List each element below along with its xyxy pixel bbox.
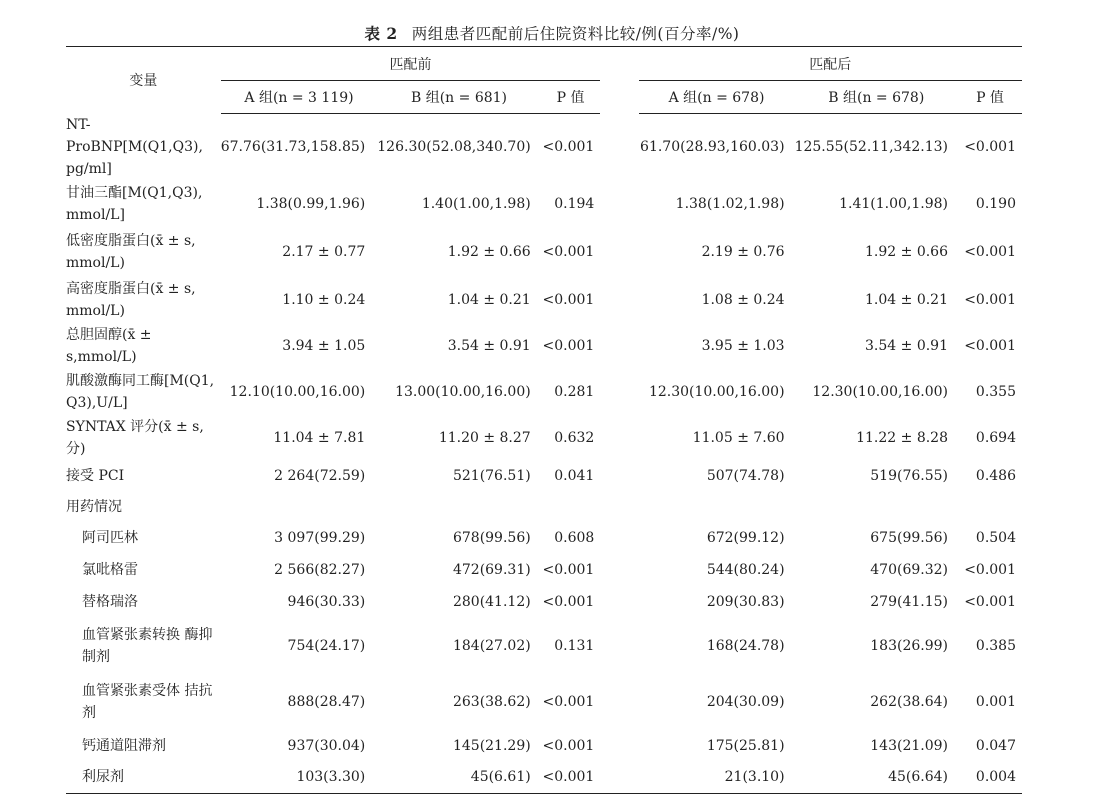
- p-after: [958, 492, 1022, 522]
- p-after: 0.004: [975, 769, 1016, 786]
- p-before: <0.001: [542, 737, 595, 754]
- p-after: 0.047: [975, 737, 1016, 754]
- p-before: 0.281: [554, 383, 595, 400]
- p-after: 0.486: [975, 467, 1016, 484]
- table-row: [66, 586, 1022, 618]
- p-after: 0.385: [975, 637, 1016, 654]
- header-col-b-after: B 组(n = 678): [795, 81, 958, 114]
- p-before: <0.001: [542, 693, 595, 710]
- value-a-after: 175(25.81): [706, 737, 785, 754]
- value-a-before: [221, 492, 378, 522]
- p-before: 0.632: [554, 429, 595, 446]
- value-a-before: 1.10 ± 0.24: [282, 291, 366, 308]
- value-a-after: 61.70(28.93,160.03): [640, 138, 785, 155]
- p-after: 0.355: [975, 383, 1016, 400]
- table-row: [66, 730, 1022, 762]
- value-b-before: 145(21.29): [452, 737, 531, 754]
- header-col-p-after: P 值: [958, 81, 1022, 114]
- value-b-after: 11.22 ± 8.28: [856, 429, 948, 446]
- p-before: 0.131: [554, 637, 595, 654]
- value-b-after: 1.41(1.00,1.98): [839, 195, 948, 212]
- p-after: 0.504: [975, 529, 1016, 546]
- table-row: [66, 324, 1022, 368]
- value-b-before: 1.40(1.00,1.98): [421, 195, 531, 212]
- row-label: 阿司匹林: [82, 529, 138, 546]
- value-b-after: 262(38.64): [870, 693, 948, 710]
- value-a-before: 67.76(31.73,158.85): [220, 138, 366, 155]
- p-after: <0.001: [964, 337, 1016, 354]
- header-before-match: 匹配前: [221, 47, 601, 81]
- value-a-before: 12.10(10.00,16.00): [229, 383, 366, 400]
- table-row: [66, 180, 1022, 228]
- value-b-after: 1.92 ± 0.66: [865, 243, 948, 260]
- row-label: 氯吡格雷: [82, 561, 138, 578]
- value-b-before: 126.30(52.08,340.70): [377, 138, 531, 155]
- table-row: [66, 674, 1022, 730]
- value-a-after: 672(99.12): [706, 529, 785, 546]
- p-before: <0.001: [542, 337, 595, 354]
- value-a-after: 168(24.78): [706, 637, 785, 654]
- row-label: 甘油三酯[M(Q1,Q3), mmol/L]: [66, 184, 203, 223]
- p-after: <0.001: [964, 593, 1016, 610]
- table-title: [0, 22, 1104, 44]
- row-label: 低密度脂蛋白(x̄ ± s, mmol/L): [66, 232, 196, 271]
- row-label: NT-ProBNP[M(Q1,Q3), pg/ml]: [66, 116, 203, 177]
- value-a-after: 21(3.10): [724, 769, 785, 786]
- table-row: [66, 228, 1022, 276]
- value-a-before: 2 264(72.59): [274, 467, 366, 484]
- table-row: [66, 618, 1022, 674]
- value-b-after: 12.30(10.00,16.00): [812, 383, 948, 400]
- p-before: 0.041: [554, 467, 595, 484]
- value-a-after: 507(74.78): [706, 467, 785, 484]
- p-after: 0.694: [975, 429, 1016, 446]
- p-before: <0.001: [542, 593, 595, 610]
- value-b-before: 11.20 ± 8.27: [438, 429, 531, 446]
- header-col-p-before: P 值: [541, 81, 601, 114]
- table-body: [66, 114, 1022, 794]
- p-before: <0.001: [542, 769, 595, 786]
- p-after: <0.001: [964, 138, 1016, 155]
- p-after: 0.001: [975, 693, 1016, 710]
- value-a-after: [639, 492, 795, 522]
- value-a-before: 937(30.04): [287, 737, 366, 754]
- value-b-before: 45(6.61): [470, 769, 531, 786]
- value-b-before: 3.54 ± 0.91: [447, 337, 531, 354]
- header-col-a-after: A 组(n = 678): [639, 81, 795, 114]
- value-b-after: 279(41.15): [870, 593, 948, 610]
- row-label: 钙通道阻滞剂: [82, 737, 166, 754]
- value-a-after: 3.95 ± 1.03: [701, 337, 785, 354]
- table-row: [66, 368, 1022, 416]
- value-b-before: 13.00(10.00,16.00): [395, 383, 531, 400]
- value-b-after: 183(26.99): [870, 637, 948, 654]
- value-a-after: 544(80.24): [706, 561, 785, 578]
- header-variable: 变量: [129, 73, 158, 90]
- value-a-after: 11.05 ± 7.60: [692, 429, 785, 446]
- header-col-b-before: B 组(n = 681): [377, 81, 540, 114]
- row-label: 高密度脂蛋白(x̄ ± s, mmol/L): [66, 280, 196, 319]
- row-label: 总胆固醇(x̄ ± s,mmol/L): [66, 326, 152, 365]
- p-after: 0.190: [975, 195, 1016, 212]
- value-b-after: 143(21.09): [870, 737, 948, 754]
- header-row-groups: [66, 47, 1022, 81]
- value-b-before: 521(76.51): [452, 467, 531, 484]
- table-row: [66, 416, 1022, 460]
- value-a-before: 754(24.17): [287, 637, 366, 654]
- row-label: SYNTAX 评分(x̄ ± s,分): [66, 418, 204, 457]
- value-b-after: 45(6.64): [888, 769, 948, 786]
- value-a-before: 2.17 ± 0.77: [282, 243, 366, 260]
- value-a-after: 1.38(1.02,1.98): [675, 195, 785, 212]
- row-label: 肌酸激酶同工酶[M(Q1, Q3),U/L]: [66, 372, 215, 411]
- value-b-before: 263(38.62): [452, 693, 531, 710]
- value-a-after: 12.30(10.00,16.00): [648, 383, 785, 400]
- p-before: <0.001: [542, 291, 595, 308]
- table-number: 表 2: [364, 24, 398, 43]
- value-b-before: 678(99.56): [452, 529, 531, 546]
- value-a-after: 1.08 ± 0.24: [701, 291, 785, 308]
- table-row: [66, 522, 1022, 554]
- p-before: <0.001: [542, 243, 595, 260]
- value-a-before: 3 097(99.29): [274, 529, 366, 546]
- value-a-before: 11.04 ± 7.81: [273, 429, 366, 446]
- p-before: <0.001: [542, 561, 595, 578]
- row-label: 替格瑞洛: [82, 593, 138, 610]
- p-before: <0.001: [542, 138, 595, 155]
- value-b-before: 472(69.31): [452, 561, 531, 578]
- value-b-before: 184(27.02): [452, 637, 531, 654]
- row-label: 血管紧张素受体 拮抗剂: [82, 682, 213, 721]
- p-before: [541, 492, 601, 522]
- value-a-before: 888(28.47): [287, 693, 366, 710]
- value-a-after: 209(30.83): [706, 593, 785, 610]
- value-a-before: 2 566(82.27): [274, 561, 366, 578]
- p-after: <0.001: [964, 291, 1016, 308]
- value-a-before: 3.94 ± 1.05: [282, 337, 366, 354]
- p-before: 0.608: [554, 529, 595, 546]
- p-after: <0.001: [964, 561, 1016, 578]
- p-before: 0.194: [554, 195, 595, 212]
- value-b-after: 675(99.56): [870, 529, 948, 546]
- table-row: [66, 762, 1022, 794]
- value-b-after: 125.55(52.11,342.13): [794, 138, 948, 155]
- table-row: [66, 460, 1022, 492]
- table-row: [66, 276, 1022, 324]
- row-label: 用药情况: [66, 498, 122, 515]
- value-b-before: 1.04 ± 0.21: [447, 291, 531, 308]
- value-a-after: 204(30.09): [706, 693, 785, 710]
- value-b-before: 1.92 ± 0.66: [447, 243, 531, 260]
- comparison-table: [66, 46, 1022, 794]
- table-row: [66, 114, 1022, 180]
- value-b-after: 519(76.55): [870, 467, 948, 484]
- value-b-before: [377, 492, 540, 522]
- table-row: [66, 554, 1022, 586]
- value-b-after: [795, 492, 958, 522]
- table-caption: 两组患者匹配前后住院资料比较/例(百分率/%): [411, 25, 740, 43]
- table-row: [66, 492, 1022, 522]
- header-after-match: 匹配后: [639, 47, 1022, 81]
- row-label: 接受 PCI: [66, 467, 125, 484]
- row-label: 血管紧张素转换 酶抑制剂: [82, 626, 213, 665]
- value-b-after: 3.54 ± 0.91: [865, 337, 948, 354]
- row-label: 利尿剂: [82, 769, 124, 786]
- value-b-after: 470(69.32): [870, 561, 948, 578]
- value-a-before: 946(30.33): [287, 593, 366, 610]
- value-a-after: 2.19 ± 0.76: [701, 243, 785, 260]
- value-a-before: 103(3.30): [296, 769, 366, 786]
- value-b-before: 280(41.12): [452, 593, 531, 610]
- p-after: <0.001: [964, 243, 1016, 260]
- header-col-a-before: A 组(n = 3 119): [221, 81, 378, 114]
- value-a-before: 1.38(0.99,1.96): [256, 195, 366, 212]
- value-b-after: 1.04 ± 0.21: [865, 291, 948, 308]
